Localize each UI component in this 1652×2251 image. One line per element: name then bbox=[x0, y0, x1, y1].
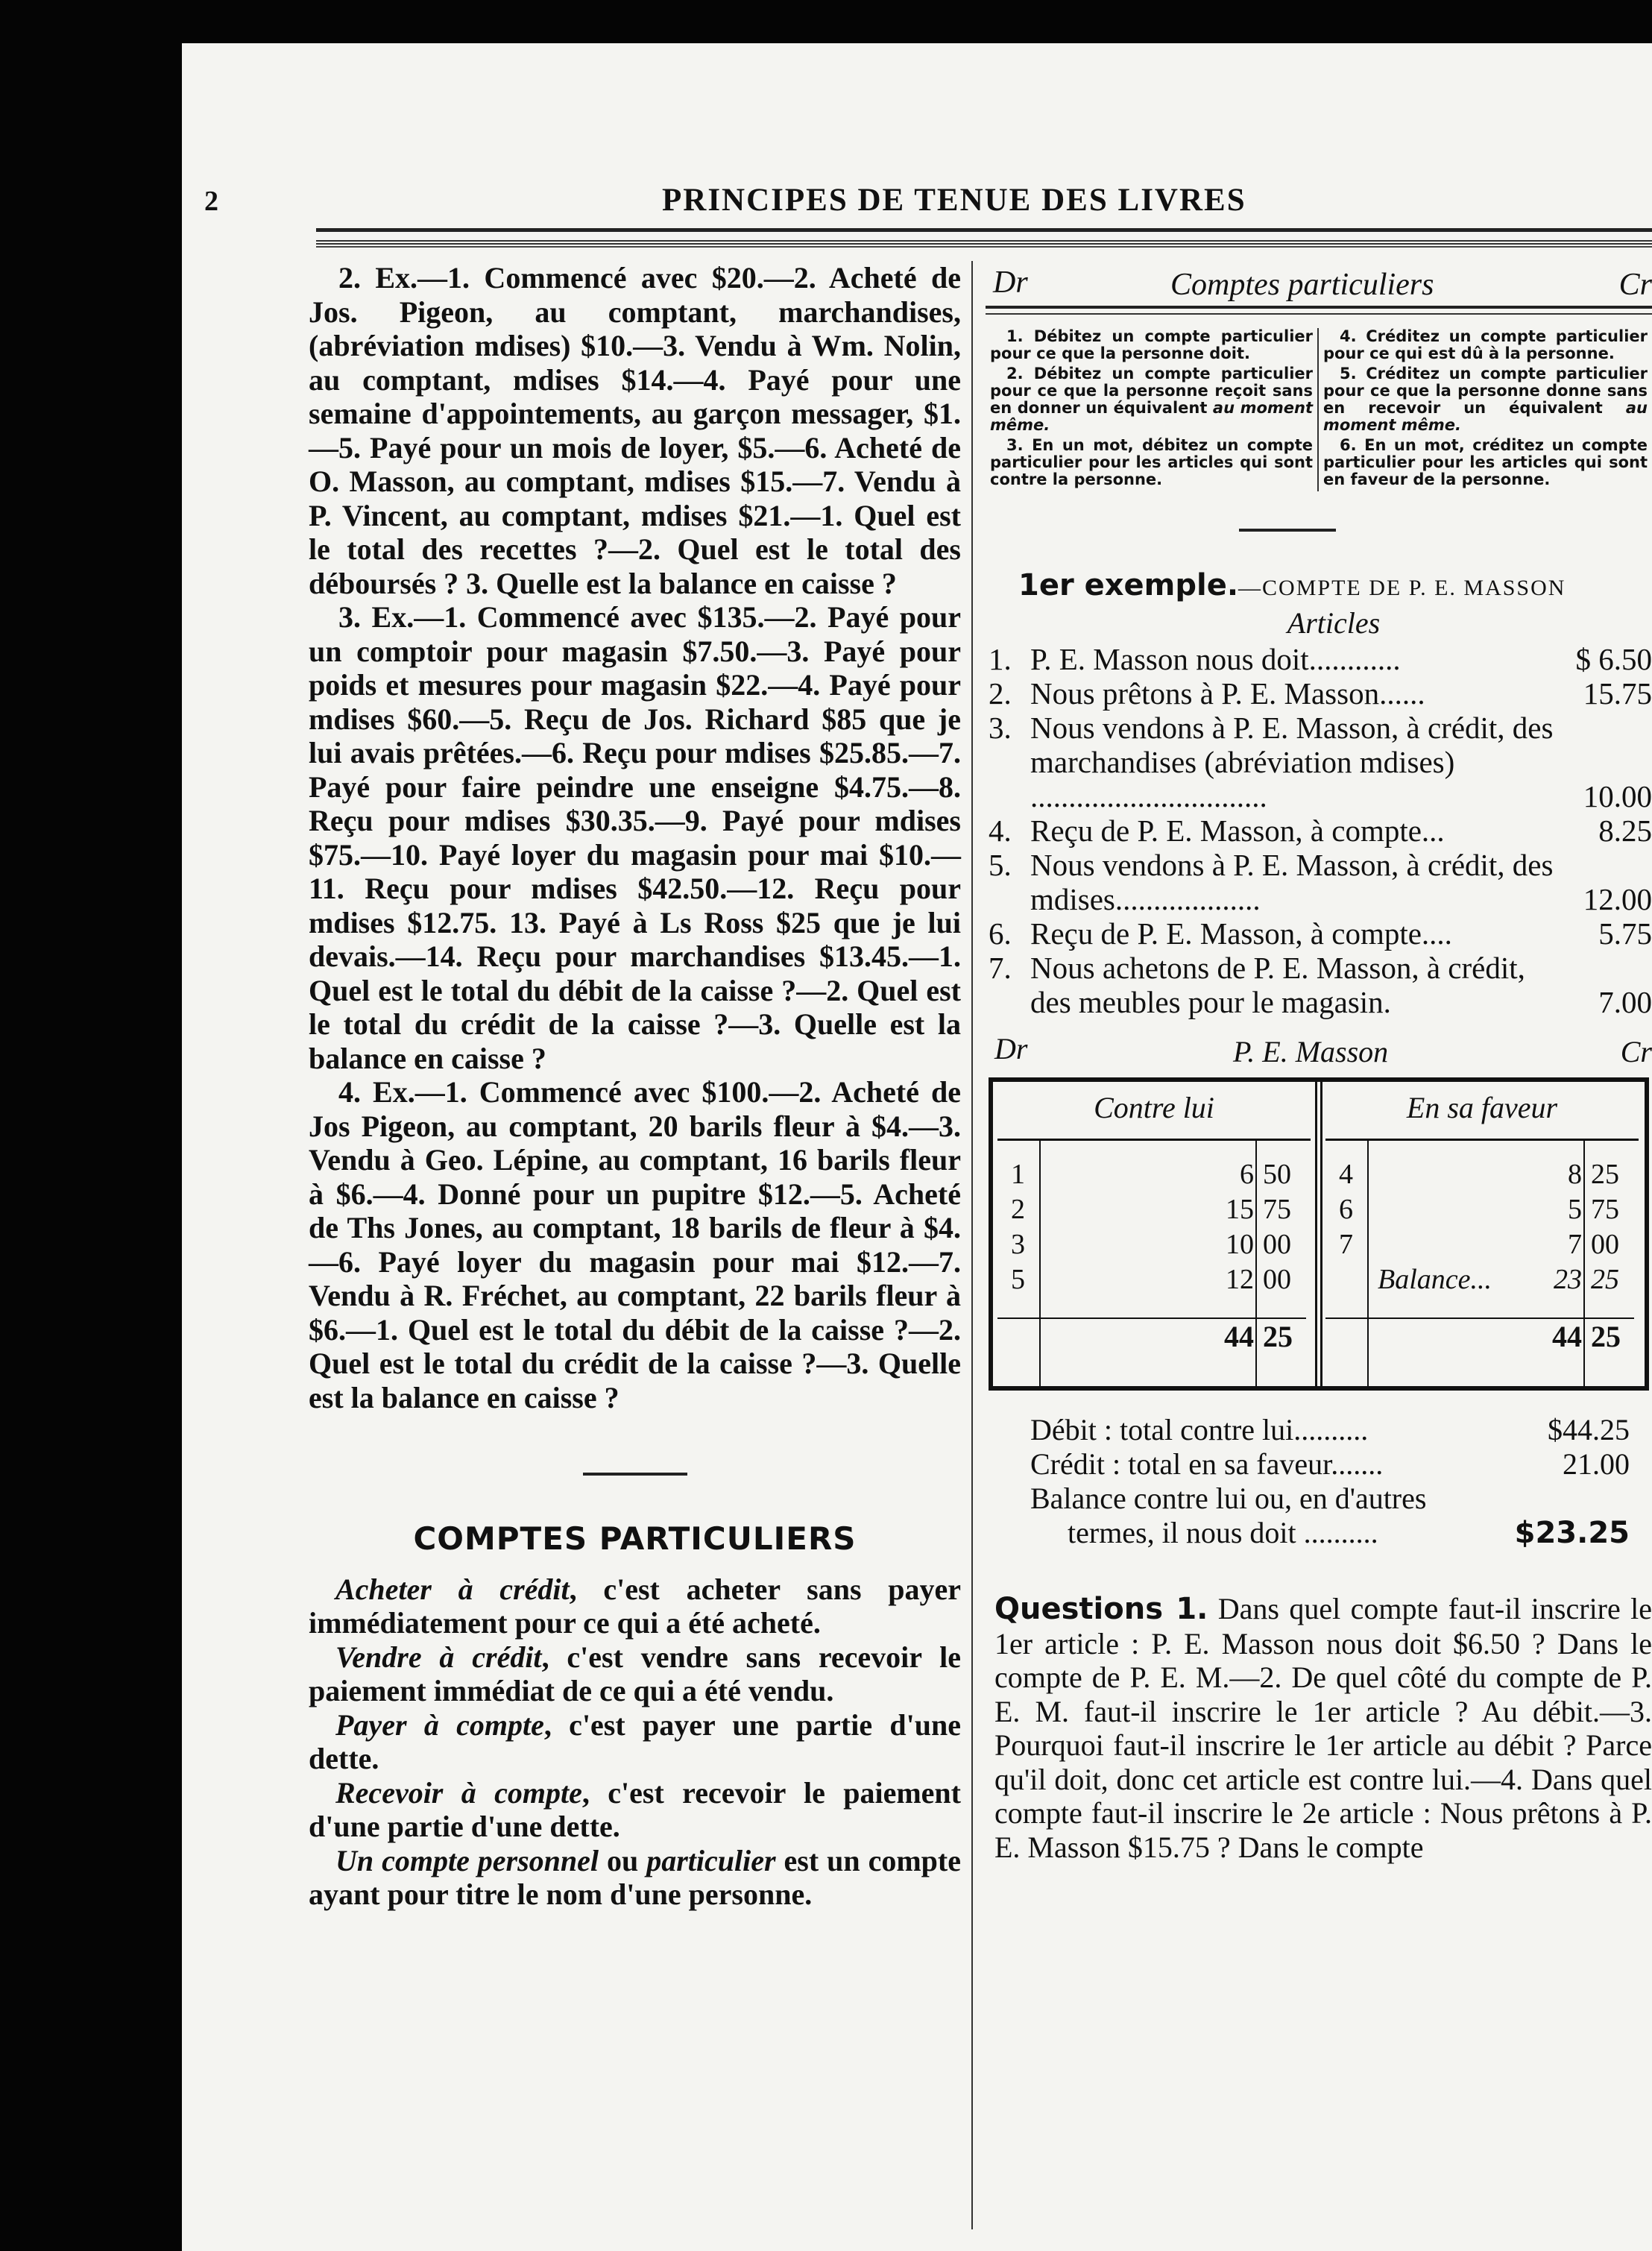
definition-vendre bbox=[309, 1640, 961, 1708]
definition-compte-personnel bbox=[309, 1844, 961, 1912]
exercise-3: 3. Ex.—1. Commencé avec $135.—2. Payé pour un comptoir pour magasin $7.50.—3. Payé pour poids et mesures pour magasin $22.—4. Payé pour mdises $60.—5. Reçu de Jos. Richard $85 que je lui avais prêtées.—6. Reçu pour mdises $25.85.—7. Payé pour faire peindre une enseigne $4.75.—8. Reçu pour mdises $30.35.—9. Payé pour mdises $75.—10. Payé loyer du magasin pour mai $10.—11. Reçu pour mdises $42.50.—12. Reçu pour mdises $12.75. 13. Payé à Ls Ross $25 que je lui devais.—14. Reçu pour marchandises $13.45.—1. Quel est le total du débit de la caisse ?—2. Quel est le total du crédit de la caisse ?—3. Quelle est la balance en caisse ? bbox=[309, 600, 961, 1075]
account-summary bbox=[986, 1413, 1652, 1550]
rule-6 bbox=[1323, 437, 1648, 488]
article-number: 1. bbox=[989, 642, 1012, 676]
article-text: P. E. Masson nous doit............ bbox=[1030, 642, 1401, 676]
ledger-ref: 3 bbox=[1011, 1229, 1025, 1260]
ledger-dollars: 6 bbox=[1240, 1159, 1254, 1190]
rule-text: 3. En un mot, débitez un compte particulier pour les articles qui sont contre la personne. bbox=[990, 436, 1313, 488]
ledger-row bbox=[1325, 1227, 1639, 1262]
definition-text: ou bbox=[599, 1843, 647, 1877]
summary-value: 21.00 bbox=[1563, 1447, 1630, 1481]
article-row bbox=[986, 951, 1652, 1019]
article-amount: 10.00 bbox=[1583, 779, 1652, 813]
rule-text: 6. En un mot, créditez un compte particulier pour les articles qui sont en faveur de la personne. bbox=[1323, 436, 1648, 488]
summary-label-cont: termes, il nous doit .......... bbox=[1068, 1516, 1378, 1549]
definition-acheter bbox=[309, 1572, 961, 1640]
rule-emphasis: au moment même. bbox=[990, 399, 1314, 434]
definition-text: est un compte ayant pour titre le nom d'une personne. bbox=[309, 1843, 961, 1911]
ledger-cents: 50 bbox=[1263, 1159, 1291, 1190]
article-row bbox=[986, 676, 1652, 711]
ledger-ref: 6 bbox=[1339, 1194, 1353, 1225]
ledger-ref: 7 bbox=[1339, 1229, 1353, 1260]
credit-label: Cr bbox=[1618, 268, 1652, 302]
running-head: PRINCIPES DE TENUE DES LIVRES bbox=[662, 183, 1246, 218]
article-number: 2. bbox=[989, 676, 1012, 711]
header-rule-thin bbox=[316, 243, 1652, 248]
rule-emphasis: au moment même. bbox=[1323, 399, 1648, 434]
debit-side bbox=[997, 1082, 1311, 1386]
ledger-cents: 75 bbox=[1263, 1194, 1291, 1225]
ledger-account-name: P. E. Masson bbox=[1233, 1035, 1389, 1068]
ledger-dollars: 15 bbox=[1226, 1194, 1254, 1225]
ledger-row bbox=[1325, 1157, 1639, 1192]
ledger-title bbox=[986, 1031, 1652, 1077]
debit-total-dollars: 44 bbox=[1224, 1320, 1254, 1353]
ledger-ref: 5 bbox=[1011, 1264, 1025, 1295]
sum-rule bbox=[1325, 1317, 1634, 1319]
rules-title: Comptes particuliers bbox=[1170, 268, 1434, 302]
article-amount: 7.00 bbox=[1598, 985, 1652, 1019]
example-label: 1er exemple. bbox=[1018, 568, 1239, 602]
page-number: 2 bbox=[204, 186, 218, 217]
left-column bbox=[309, 261, 961, 1912]
ledger-row bbox=[997, 1192, 1311, 1227]
rules-table bbox=[986, 328, 1652, 491]
ledger-cents: 25 bbox=[1591, 1159, 1619, 1190]
article-number: 5. bbox=[989, 848, 1012, 882]
credit-entries bbox=[1325, 1157, 1639, 1297]
article-text: Nous prêtons à P. E. Masson...... bbox=[1030, 676, 1425, 711]
summary-credit bbox=[1030, 1447, 1652, 1482]
definition-term: Vendre à crédit bbox=[335, 1640, 542, 1674]
article-number: 7. bbox=[989, 951, 1012, 985]
credit-total-dollars: 44 bbox=[1552, 1320, 1582, 1353]
ledger-dollars: 23 bbox=[1554, 1264, 1582, 1295]
credit-side-heading: En sa faveur bbox=[1325, 1082, 1639, 1141]
rules-band bbox=[986, 309, 1652, 315]
header-rule bbox=[316, 228, 1652, 242]
ledger-row bbox=[997, 1262, 1311, 1297]
ledger-ref: 1 bbox=[1011, 1159, 1025, 1190]
definition-text: , c'est acheter sans payer immédiatement pour ce qui a été acheté. bbox=[309, 1572, 962, 1640]
definition-payer bbox=[309, 1708, 961, 1776]
ledger-dollars: 8 bbox=[1568, 1159, 1582, 1190]
right-column bbox=[986, 261, 1652, 1864]
summary-balance bbox=[1030, 1482, 1652, 1550]
article-number: 4. bbox=[989, 813, 1012, 848]
ledger-row bbox=[997, 1157, 1311, 1192]
exercise-4: 4. Ex.—1. Commencé avec $100.—2. Acheté de Jos Pigeon, au comptant, 20 barils fleur à $4.—3. Vendu à Geo. Lépine, au comptant, 16 barils fleur à $6.—4. Donné pour un pupitre $12.—5. Acheté de Ths Jones, au comptant, 18 barils de fleur à $4.—6. Payé loyer du magasin pour mai $12.—7. Vendu à R. Fréchet, au comptant, 22 barils fleur à $6.—1. Quel est le total du débit de la caisse ?—2. Quel est le total du crédit de la caisse ?—3. Quelle est la balance en caisse ? bbox=[309, 1075, 961, 1414]
ledger-ref: 2 bbox=[1011, 1194, 1025, 1225]
ledger-row bbox=[997, 1227, 1311, 1262]
summary-value: $44.25 bbox=[1548, 1413, 1630, 1446]
article-row bbox=[986, 813, 1652, 848]
rules-header bbox=[986, 261, 1652, 309]
rule-2 bbox=[990, 365, 1313, 434]
article-amount: $ 6.50 bbox=[1575, 642, 1652, 676]
rule-text: 5. Créditez un compte particulier pour ce que la personne donne sans en recevoir un équivalent bbox=[1323, 365, 1648, 417]
ledger-dollars: 5 bbox=[1568, 1194, 1582, 1225]
t-account bbox=[989, 1077, 1649, 1391]
section-title: COMPTES PARTICULIERS bbox=[413, 1520, 857, 1557]
article-row bbox=[986, 916, 1652, 951]
definition-term: Un compte personnel bbox=[335, 1843, 599, 1877]
questions-text: Dans quel compte faut-il inscrire le 1er article : P. E. Masson nous doit $6.50 ? Dans le compte de P. E. M.—2. De quel côté du compte de P. E. M. faut-il inscrire le 1er article ? Au débit.—3. Pourquoi faut-il inscrire le 1er article au débit ? Parce qu'il doit, donc cet article est contre lui.—4. Dans quel compte faut-il inscrire le 2e article : Nous prêtons à P. E. Masson $15.75 ? Dans le compte bbox=[994, 1592, 1652, 1864]
questions-label: Questions 1. bbox=[994, 1592, 1208, 1626]
definition-term: Acheter à crédit bbox=[335, 1572, 570, 1606]
debit-total-cents: 25 bbox=[1263, 1320, 1293, 1353]
article-amount: 15.75 bbox=[1583, 676, 1652, 711]
summary-label: Balance contre lui ou, en d'autres bbox=[1030, 1482, 1427, 1515]
article-text: Nous vendons à P. E. Masson, à crédit, des mdises................... bbox=[1030, 848, 1554, 916]
rule-text: 2. Débitez un compte particulier pour ce que la personne reçoit sans en donner un équivalent bbox=[990, 365, 1313, 417]
example-title: —COMPTE DE P. E. MASSON bbox=[1238, 576, 1566, 600]
article-amount: 5.75 bbox=[1598, 916, 1652, 951]
questions bbox=[986, 1592, 1652, 1864]
rule-text: 4. Créditez un compte particulier pour ce qui est dû à la personne. bbox=[1323, 327, 1648, 362]
rule-5 bbox=[1323, 365, 1648, 434]
debit-side-heading: Contre lui bbox=[997, 1082, 1311, 1141]
ledger-debit-label: Dr bbox=[994, 1032, 1028, 1065]
section-separator bbox=[583, 1473, 687, 1476]
ledger-row bbox=[1325, 1262, 1639, 1297]
ledger-dollars: 7 bbox=[1568, 1229, 1582, 1260]
articles-label: Articles bbox=[1287, 606, 1381, 640]
article-row bbox=[986, 711, 1652, 813]
exercise-2: 2. Ex.—1. Commencé avec $20.—2. Acheté de Jos. Pigeon, au comptant, marchandises, (abréviation mdises) $10.—3. Vendu à Wm. Nolin, au comptant, mdises $14.—4. Payé pour une semaine d'appointements, au garçon messager, $1.—5. Payé pour un mois de loyer, $5.—6. Acheté de O. Masson, au comptant, mdises $15.—7. Vendu à P. Vincent, au comptant, mdises $21.—1. Quel est le total des recettes ?—2. Quel est le total des déboursés ? 3. Quelle est la balance en caisse ? bbox=[309, 261, 961, 600]
ledger-cents: 00 bbox=[1263, 1264, 1291, 1295]
ledger-credit-label: Cr bbox=[1620, 1035, 1652, 1068]
balance-label: Balance... bbox=[1378, 1264, 1492, 1295]
debit-entries bbox=[997, 1157, 1311, 1297]
article-row bbox=[986, 642, 1652, 676]
articles-list bbox=[986, 642, 1652, 1019]
definition-text: , c'est vendre sans recevoir le paiement immédiat de ce qui a été vendu. bbox=[309, 1640, 961, 1707]
ledger-dollars: 10 bbox=[1226, 1229, 1254, 1260]
summary-label: Débit : total contre lui.......... bbox=[1030, 1413, 1369, 1446]
column-divider bbox=[971, 261, 973, 2229]
example-heading bbox=[986, 567, 1652, 602]
article-text: Nous achetons de P. E. Masson, à crédit, des meubles pour le magasin. bbox=[1030, 951, 1525, 1019]
article-amount: 8.25 bbox=[1598, 813, 1652, 848]
definition-recevoir bbox=[309, 1776, 961, 1844]
summary-value: $23.25 bbox=[1514, 1516, 1630, 1550]
ledger-ref: 4 bbox=[1339, 1159, 1353, 1190]
ledger-cents: 75 bbox=[1591, 1194, 1619, 1225]
article-text: Reçu de P. E. Masson, à compte.... bbox=[1030, 916, 1452, 951]
ledger-cents: 00 bbox=[1263, 1229, 1291, 1260]
article-text: Reçu de P. E. Masson, à compte... bbox=[1030, 813, 1445, 848]
definition-term: Payer à compte bbox=[335, 1707, 544, 1742]
article-number: 3. bbox=[989, 711, 1012, 745]
article-number: 6. bbox=[989, 916, 1012, 951]
article-amount: 12.00 bbox=[1583, 882, 1652, 916]
example-separator bbox=[1239, 529, 1336, 532]
ledger-cents: 00 bbox=[1591, 1229, 1619, 1260]
book-page bbox=[182, 43, 1652, 2251]
rule-1 bbox=[990, 328, 1313, 362]
ledger-row bbox=[1325, 1192, 1639, 1227]
t-account-divider bbox=[1315, 1082, 1322, 1386]
definition-text: , c'est payer une partie d'une dette. bbox=[309, 1707, 962, 1775]
ledger-dollars: 12 bbox=[1226, 1264, 1254, 1295]
rule-text: 1. Débitez un compte particulier pour ce que la personne doit. bbox=[990, 327, 1313, 362]
summary-label: Crédit : total en sa faveur....... bbox=[1030, 1447, 1384, 1481]
article-text: Nous vendons à P. E. Masson, à crédit, des marchandises (abréviation mdises) ............................... bbox=[1030, 711, 1554, 813]
debit-label: Dr bbox=[993, 265, 1028, 300]
definition-term: Recevoir à compte bbox=[335, 1775, 582, 1810]
rule-3 bbox=[990, 437, 1313, 488]
sum-rule bbox=[997, 1317, 1306, 1319]
ledger-cents: 25 bbox=[1591, 1264, 1619, 1295]
credit-rules bbox=[1319, 328, 1652, 491]
rule-4 bbox=[1323, 328, 1648, 362]
credit-side bbox=[1325, 1082, 1639, 1386]
definition-text: , c'est recevoir le paiement d'une partie d'une dette. bbox=[309, 1775, 961, 1843]
article-row bbox=[986, 848, 1652, 916]
definition-term: particulier bbox=[646, 1843, 776, 1877]
summary-debit bbox=[1030, 1413, 1652, 1447]
debit-rules bbox=[986, 328, 1319, 491]
credit-total-cents: 25 bbox=[1591, 1320, 1621, 1353]
